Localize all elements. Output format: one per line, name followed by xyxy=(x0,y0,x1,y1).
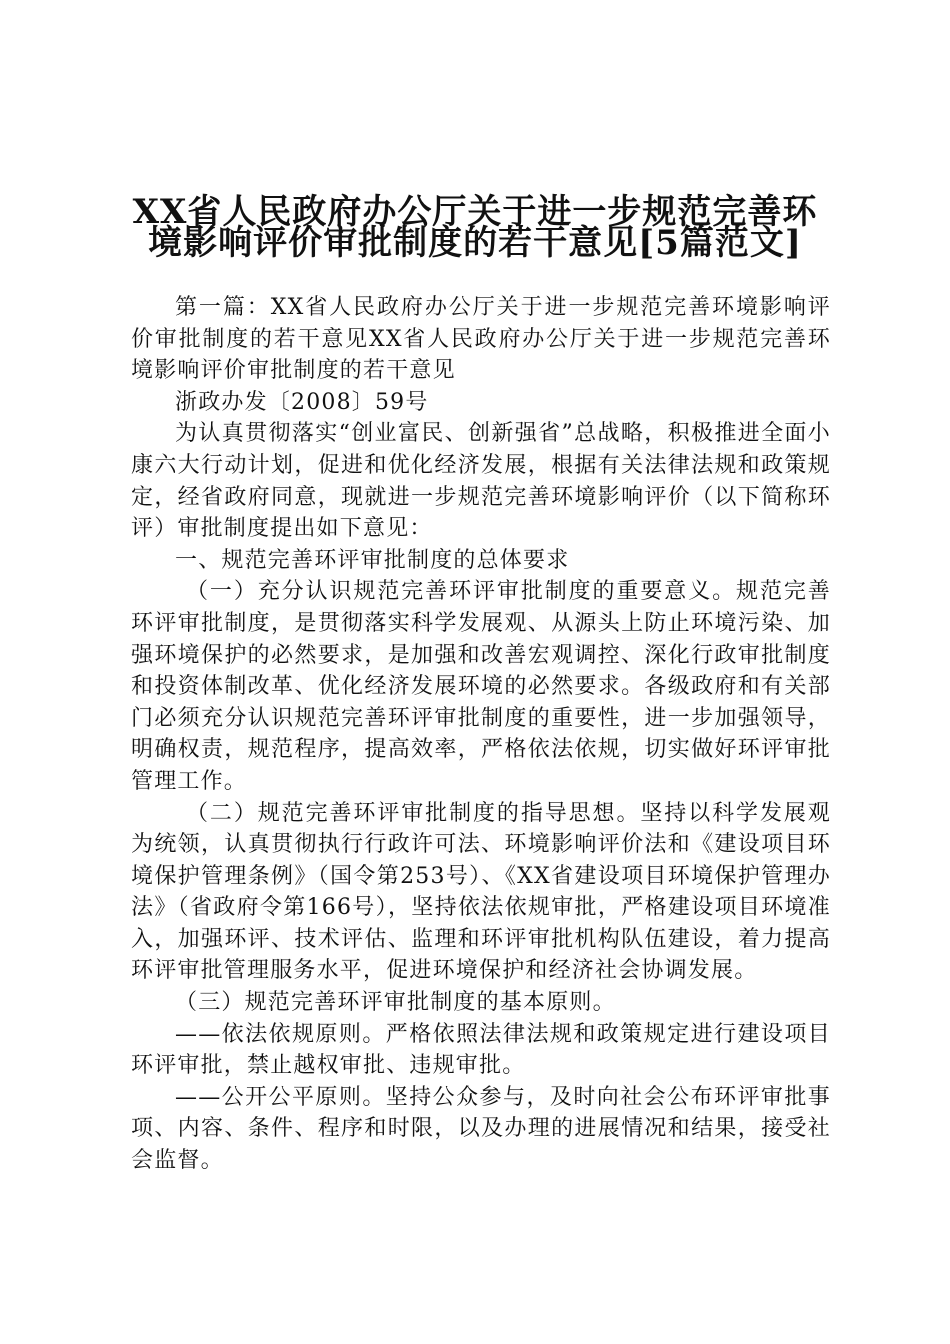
paragraph-item-3: （三）规范完善环评审批制度的基本原则。 xyxy=(175,990,616,1016)
paragraph-document-number: 浙政办发〔2008〕59号 xyxy=(175,389,429,415)
document-title-line-1: XX省人民政府办公厅关于进一步规范完善环 xyxy=(132,192,818,232)
paragraph-item-2: （二）规范完善环评审批制度的指导思想。坚持以科学发展观为统领，认真贯彻执行行政许可法、环境影响评价法和《建设项目环境保护管理条例》（国令第253号）、《XX省建设项目环境保护管理办法》（省政府令第166号），坚持依法依规审批，严格建设项目环境准入，加强环评、技术评估、监理和环评审批机构队伍建设，着力提高环评审批管理服务水平，促进环境保护和经济社会协调发展。 xyxy=(131,800,831,984)
document-title-line-2: 境影响评价审批制度的若干意见[5篇范文] xyxy=(148,223,802,263)
paragraph-principle-legal: ——依法依规原则。严格依照法律法规和政策规定进行建设项目环评审批，禁止越权审批、违规审批。 xyxy=(131,1021,831,1079)
paragraph-item-1: （一）充分认识规范完善环评审批制度的重要意义。规范完善环评审批制度，是贯彻落实科学发展观、从源头上防止环境污染、加强环境保护的必然要求，是加强和改善宏观调控、深化行政审批制度和投资体制改革、优化经济发展环境的必然要求。各级政府和有关部门必须充分认识规范完善环评审批制度的重要性，进一步加强领导，明确权责，规范程序，提高效率，严格依法依规，切实做好环评审批管理工作。 xyxy=(131,579,831,794)
paragraph-part-one-heading: 第一篇：XX省人民政府办公厅关于进一步规范完善环境影响评价审批制度的若干意见XX省人民政府办公厅关于进一步规范完善环境影响评价审批制度的若干意见 xyxy=(131,295,831,384)
paragraph-principle-open: ——公开公平原则。坚持公众参与，及时向社会公布环评审批事项、内容、条件、程序和时限，以及办理的进展情况和结果，接受社会监督。 xyxy=(131,1084,831,1174)
section-heading-general-requirements: 一、规范完善环评审批制度的总体要求 xyxy=(175,547,570,573)
paragraph-preamble: 为认真贯彻落实“创业富民、创新强省”总战略，积极推进全面小康六大行动计划，促进和优化经济发展，根据有关法律法规和政策规定，经省政府同意，现就进一步规范完善环境影响评价（以下简称环评）审批制度提出如下意见： xyxy=(131,421,831,542)
document-body xyxy=(131,292,831,1177)
